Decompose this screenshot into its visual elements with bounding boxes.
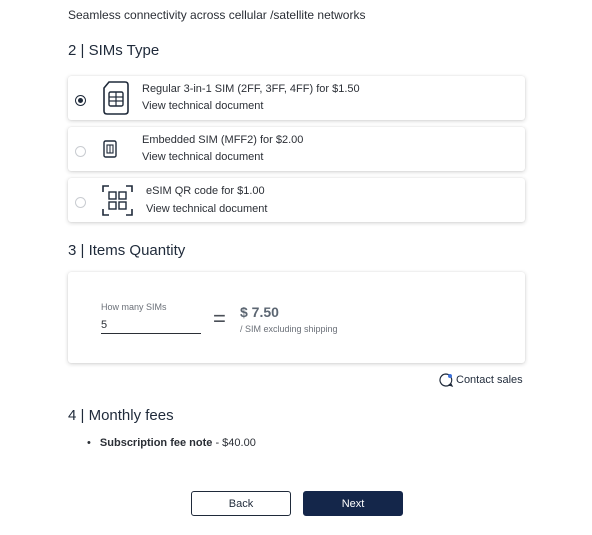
fee-list-item xyxy=(87,437,256,449)
sims-type-title: 2 | SIMs Type xyxy=(68,42,160,59)
quantity-label: How many SIMs xyxy=(101,302,167,312)
sim-option-embedded[interactable] xyxy=(68,127,525,171)
sim-option-label: Embedded SIM (MFF2) for $2.00 xyxy=(142,134,304,146)
sim-option-regular[interactable] xyxy=(68,76,525,120)
qr-code-icon xyxy=(101,184,134,217)
fee-label: Subscription fee note xyxy=(99,437,213,449)
sim-option-label: eSIM QR code for $1.00 xyxy=(146,185,265,197)
radio-esim-qr[interactable] xyxy=(75,197,86,208)
chat-bubble-icon xyxy=(438,372,454,388)
price-note: / SIM excluding shipping xyxy=(240,324,338,334)
monthly-fees-title: 4 | Monthly fees xyxy=(68,407,174,424)
radio-embedded-sim[interactable] xyxy=(75,146,86,157)
quantity-card xyxy=(68,272,525,363)
view-technical-document-link[interactable]: View technical document xyxy=(146,203,268,215)
sim-option-esim[interactable] xyxy=(68,178,525,222)
fee-value: - $40.00 xyxy=(212,437,256,449)
view-technical-document-link[interactable]: View technical document xyxy=(142,151,264,163)
sim-option-label: Regular 3-in-1 SIM (2FF, 3FF, 4FF) for $1.50 xyxy=(142,83,360,95)
bullet: • xyxy=(87,437,91,449)
equals-sign: = xyxy=(213,306,226,331)
contact-sales-link[interactable] xyxy=(438,372,523,388)
quantity-input[interactable] xyxy=(101,317,201,334)
next-button[interactable]: Next xyxy=(303,491,403,516)
back-button[interactable]: Back xyxy=(191,491,291,516)
price-per-sim: $ 7.50 xyxy=(240,304,279,320)
radio-regular-sim[interactable] xyxy=(75,95,86,106)
tagline: Seamless connectivity across cellular /satellite networks xyxy=(68,8,366,22)
embedded-sim-icon xyxy=(102,139,118,159)
contact-sales-label: Contact sales xyxy=(456,374,523,386)
sim-card-icon xyxy=(101,80,131,116)
items-quantity-title: 3 | Items Quantity xyxy=(68,242,186,259)
view-technical-document-link[interactable]: View technical document xyxy=(142,100,264,112)
